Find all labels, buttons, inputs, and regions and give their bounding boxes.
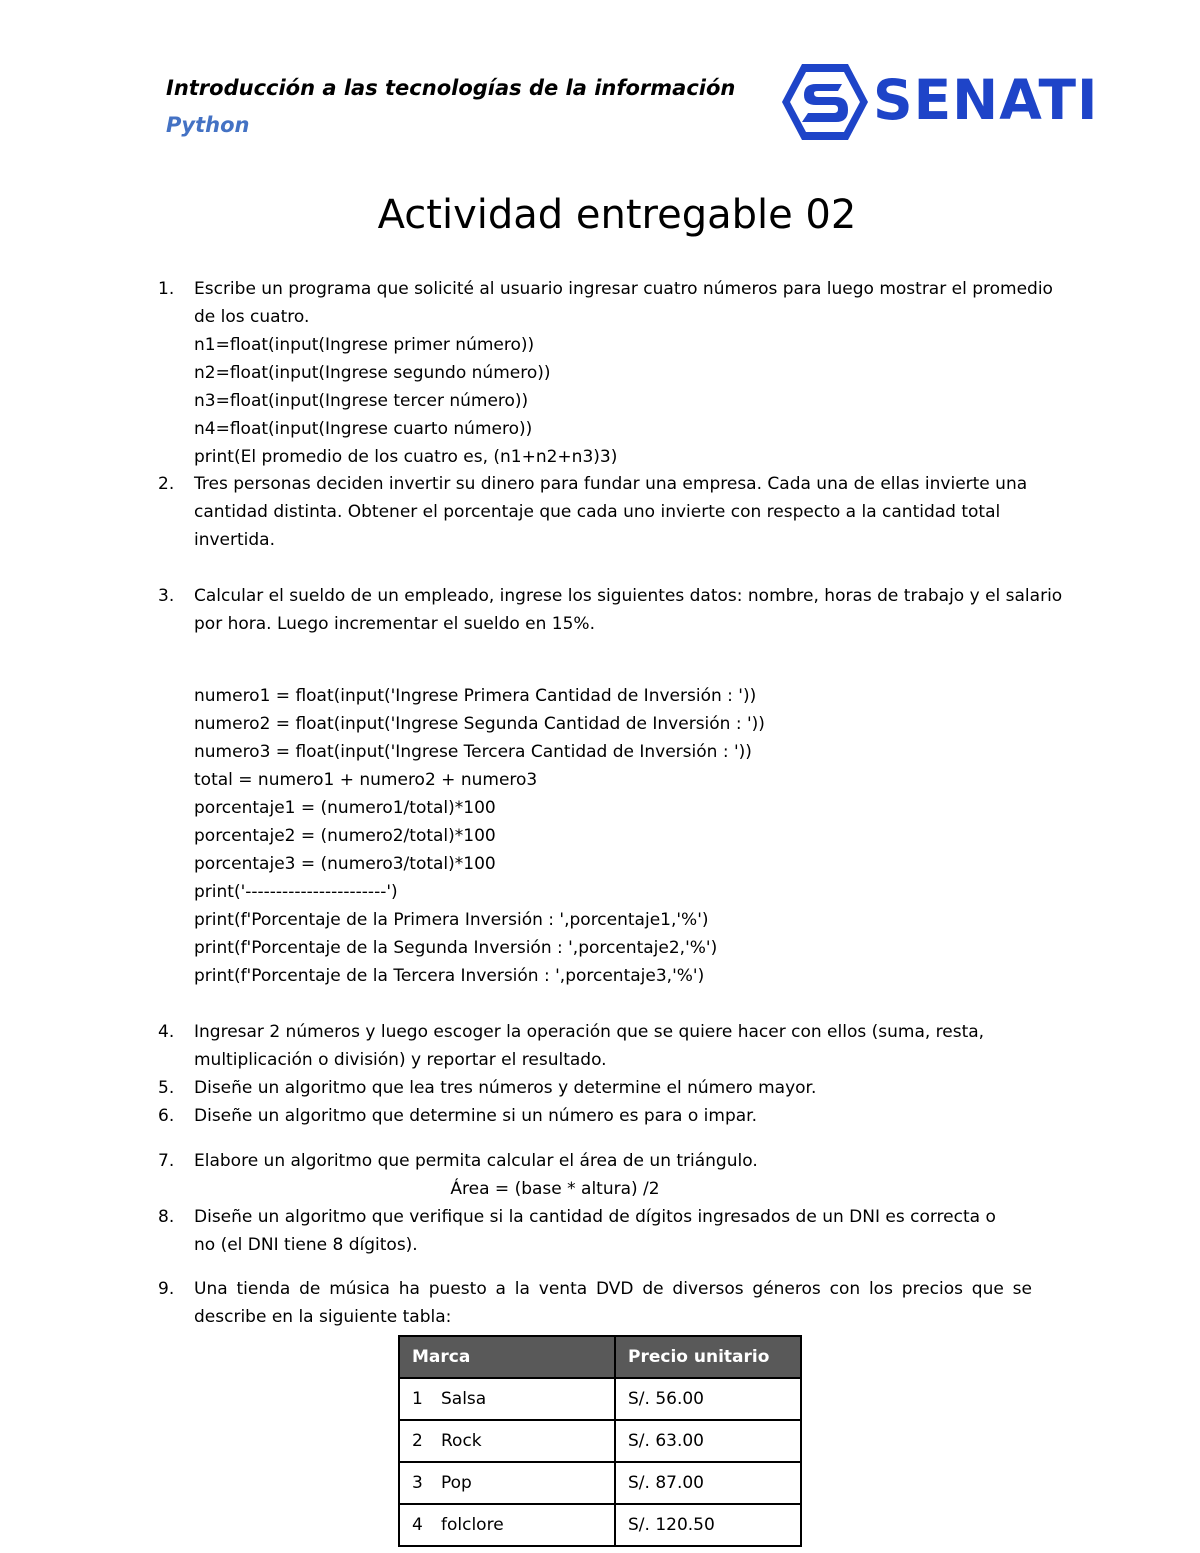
price-cell: S/. 87.00 [615, 1462, 801, 1504]
price-cell: S/. 120.50 [615, 1504, 801, 1546]
genre-cell: folclore [441, 1515, 504, 1535]
table-row [399, 1420, 801, 1462]
code-line: total = numero1 + numero2 + numero3 [194, 770, 538, 790]
exercise-4-line-2: multiplicación o división) y reportar el resultado. [194, 1050, 607, 1070]
exercise-2-number: 2. [158, 474, 175, 494]
exercise-5-number: 5. [158, 1078, 175, 1098]
code-line: numero1 = float(input('Ingrese Primera Cantidad de Inversión : ')) [194, 686, 757, 706]
code-line: print(f'Porcentaje de la Segunda Inversión : ',porcentaje2,'%') [194, 938, 718, 958]
exercise-9-line-1: Una tienda de música ha puesto a la venta DVD de diversos géneros con los precios que se [194, 1279, 1032, 1299]
exercise-1-number: 1. [158, 279, 175, 299]
code-line: numero2 = float(input('Ingrese Segunda Cantidad de Inversión : ')) [194, 714, 765, 734]
code-line: print(f'Porcentaje de la Tercera Inversión : ',porcentaje3,'%') [194, 966, 705, 986]
table-header-row [399, 1336, 801, 1378]
table-row [399, 1504, 801, 1546]
exercise-2-line-3: invertida. [194, 530, 276, 550]
exercise-8-number: 8. [158, 1207, 175, 1227]
genre-cell: Pop [441, 1473, 472, 1493]
exercise-4-line-1: Ingresar 2 números y luego escoger la operación que se quiere hacer con ellos (suma, resta, [194, 1022, 985, 1042]
code-line: porcentaje2 = (numero2/total)*100 [194, 826, 496, 846]
dvd-price-table [398, 1335, 802, 1547]
exercise-6-number: 6. [158, 1106, 175, 1126]
logo-text: SENATI [873, 68, 1099, 132]
senati-emblem-icon [780, 62, 870, 142]
column-header-precio: Precio unitario [615, 1336, 801, 1378]
exercise-8-line-2: no (el DNI tiene 8 dígitos). [194, 1235, 418, 1255]
exercise-1-line-1: Escribe un programa que solicité al usuario ingresar cuatro números para luego mostrar el promedio [194, 279, 1053, 299]
exercise-9-number: 9. [158, 1279, 175, 1299]
exercise-3-number: 3. [158, 586, 175, 606]
table-row [399, 1378, 801, 1420]
code-line: print(f'Porcentaje de la Primera Inversión : ',porcentaje1,'%') [194, 910, 709, 930]
exercise-5-text: Diseñe un algoritmo que lea tres números y determine el número mayor. [194, 1078, 817, 1098]
exercise-4-number: 4. [158, 1022, 175, 1042]
genre-cell: Salsa [441, 1389, 487, 1409]
row-index: 3 [412, 1473, 423, 1493]
code-line: numero3 = float(input('Ingrese Tercera Cantidad de Inversión : ')) [194, 742, 752, 762]
code-line: n2=float(input(Ingrese segundo número)) [194, 363, 551, 383]
exercise-7-number: 7. [158, 1151, 175, 1171]
exercise-2-line-1: Tres personas deciden invertir su dinero para fundar una empresa. Cada una de ellas invierte una [194, 474, 1028, 494]
exercise-6-text: Diseñe un algoritmo que determine si un número es para o impar. [194, 1106, 758, 1126]
exercise-8-line-1: Diseñe un algoritmo que verifique si la cantidad de dígitos ingresados de un DNI es correcta o [194, 1207, 996, 1227]
price-cell: S/. 56.00 [615, 1378, 801, 1420]
code-line: n4=float(input(Ingrese cuarto número)) [194, 419, 533, 439]
code-line: print(El promedio de los cuatro es, (n1+n2+n3)3) [194, 447, 618, 467]
exercise-9-line-2: describe en la siguiente tabla: [194, 1307, 452, 1327]
price-cell: S/. 63.00 [615, 1420, 801, 1462]
code-line: n3=float(input(Ingrese tercer número)) [194, 391, 529, 411]
course-title: Introducción a las tecnologías de la información [166, 76, 736, 100]
code-line: n1=float(input(Ingrese primer número)) [194, 335, 535, 355]
code-line: porcentaje3 = (numero3/total)*100 [194, 854, 496, 874]
table-row [399, 1462, 801, 1504]
exercise-3-line-1: Calcular el sueldo de un empleado, ingrese los siguientes datos: nombre, horas de trabajo y el salario [194, 586, 1063, 606]
row-index: 4 [412, 1515, 423, 1535]
row-index: 2 [412, 1431, 423, 1451]
column-header-marca: Marca [399, 1336, 615, 1378]
senati-logo [780, 62, 1099, 148]
code-line: porcentaje1 = (numero1/total)*100 [194, 798, 496, 818]
exercise-7-text: Elabore un algoritmo que permita calcular el área de un triángulo. [194, 1151, 758, 1171]
page-title: Actividad entregable 02 [377, 192, 857, 238]
exercise-3-line-2: por hora. Luego incrementar el sueldo en 15%. [194, 614, 595, 634]
row-index: 1 [412, 1389, 423, 1409]
genre-cell: Rock [441, 1431, 482, 1451]
area-formula: Área = (base * altura) /2 [450, 1179, 660, 1199]
code-line: print('-----------------------') [194, 882, 398, 902]
course-subtitle: Python [166, 113, 250, 137]
exercise-1-line-2: de los cuatro. [194, 307, 310, 327]
exercise-2-line-2: cantidad distinta. Obtener el porcentaje que cada uno invierte con respecto a la cantidad total [194, 502, 1001, 522]
